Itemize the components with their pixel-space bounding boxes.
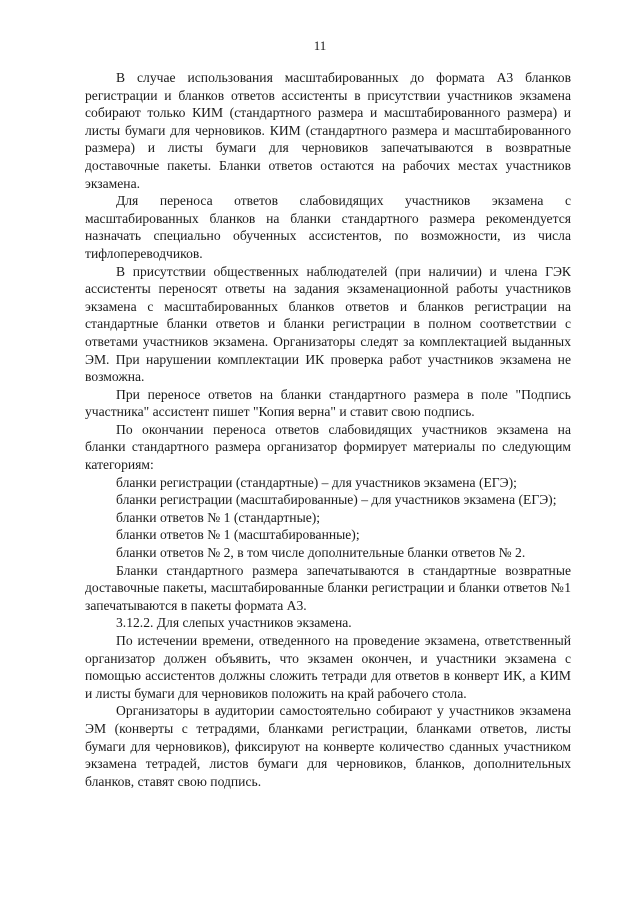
paragraph: В присутствии общественных наблюдателей (при наличии) и члена ГЭК ассистенты переносят ответы на задания экзаменационной работы участников экзамена с масштабированных бланков ответов и бланков регистрации на стандартные бланки ответов и бланки регистрации в полном соответствии с ответами участников экзамена. Организаторы следят за комплектацией выданных ЭМ. При нарушении комплектации ИК проверка работ участников экзамена не возможна. bbox=[85, 263, 571, 385]
list-item: бланки регистрации (стандартные) – для участников экзамена (ЕГЭ); bbox=[116, 474, 517, 490]
paragraph: При переносе ответов на бланки стандартного размера в поле "Подпись участника" ассистент пишет "Копия верна" и ставит свою подпись. bbox=[85, 386, 571, 420]
page-number: 11 bbox=[313, 38, 327, 53]
list-item: бланки регистрации (масштабированные) – для участников экзамена (ЕГЭ); bbox=[116, 492, 557, 508]
section-heading: 3.12.2. Для слепых участников экзамена. bbox=[116, 615, 352, 631]
paragraph: В случае использования масштабированных до формата А3 бланков регистрации и бланков ответов ассистенты в присутствии участников экзамена собирают только КИМ (стандартного размера и масштабированного размера) и листы бумаги для черновиков. КИМ (стандартного размера и масштабированного размера) и листы бумаги для черновиков запечатываются в возвратные доставочные пакеты. Бланки ответов остаются на рабочих местах участников экзамена. bbox=[85, 70, 571, 191]
list-item: бланки ответов № 1 (стандартные); bbox=[116, 509, 321, 525]
paragraph: По истечении времени, отведенного на проведение экзамена, ответственный организатор должен объявить, что экзамен окончен, и участники экзамена с помощью ассистентов должны сложить тетради для ответов в конверт ИК, а КИМ и листы бумаги для черновиков положить на край рабочего стола. bbox=[85, 633, 571, 701]
document-body bbox=[85, 69, 571, 790]
list-item: бланки ответов № 1 (масштабированные); bbox=[116, 527, 360, 543]
list-item: бланки ответов № 2, в том числе дополнительные бланки ответов № 2. bbox=[116, 545, 526, 561]
paragraph: По окончании переноса ответов слабовидящих участников экзамена на бланки стандартного размера организатор формирует материалы по следующим категориям: bbox=[85, 421, 571, 473]
paragraph: Для переноса ответов слабовидящих участников экзамена с масштабированных бланков на бланки стандартного размера рекомендуется назначать специально обученных ассистентов, по возможности, из числа тифлопереводчиков. bbox=[85, 193, 571, 261]
paragraph: Бланки стандартного размера запечатываются в стандартные возвратные доставочные пакеты, масштабированные бланки регистрации и бланки ответов №1 запечатываются в пакеты формата А3. bbox=[85, 562, 571, 613]
paragraph: Организаторы в аудитории самостоятельно собирают у участников экзамена ЭМ (конверты с тетрадями, бланками регистрации, бланками ответов, листы бумаги для черновиков), фиксируют на конверте количество сданных участником экзамена тетрадей, листов бумаги для черновиков, бланков, дополнительных бланков, ставят свою подпись. bbox=[85, 703, 571, 789]
